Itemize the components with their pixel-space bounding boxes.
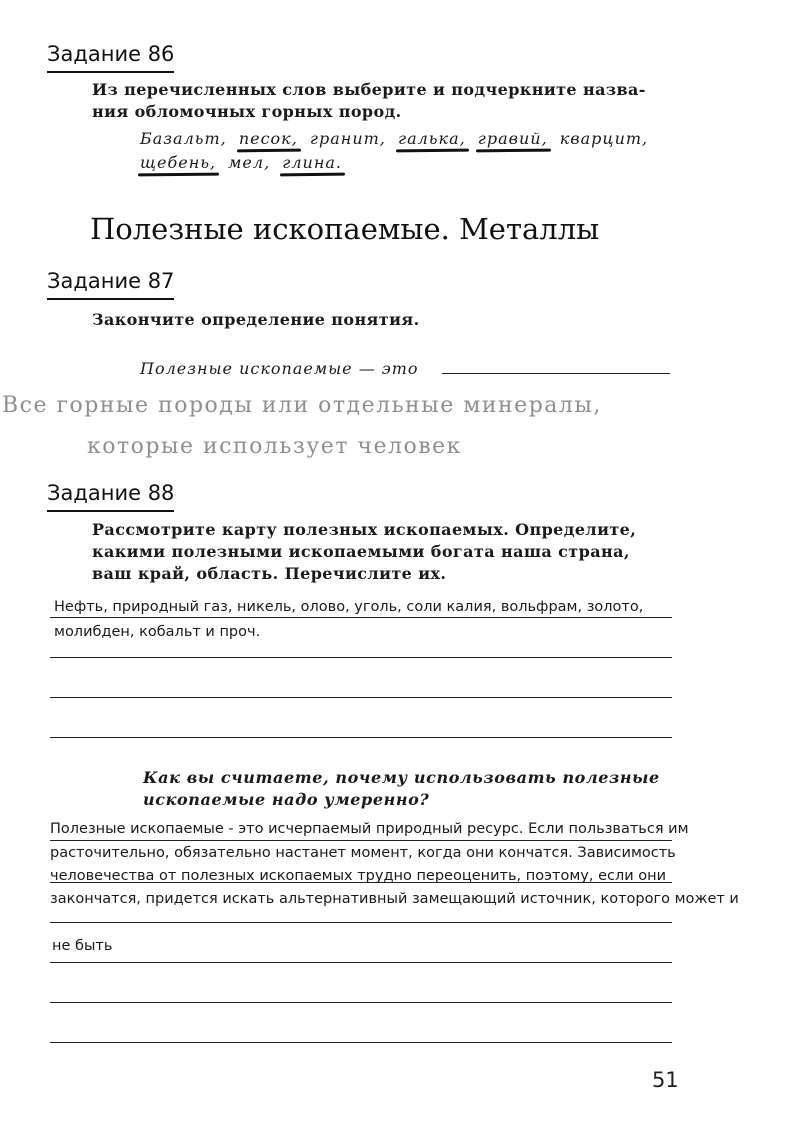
answer-rule	[50, 657, 672, 658]
answer-rule	[50, 840, 672, 841]
rock-word: гравий,	[477, 129, 548, 148]
rock-word: песок,	[238, 129, 298, 148]
answer-rule	[50, 1042, 672, 1043]
task-86-instruction-line-1: Из перечисленных слов выберите и подчеркните назва-	[92, 80, 646, 99]
definition-prompt: Полезные ископаемые — это	[140, 359, 419, 378]
task-88-instruction-line-1: Рассмотрите карту полезных ископаемых. Определите,	[92, 520, 637, 539]
rock-word: Базальт,	[140, 129, 227, 148]
rock-word: галька,	[397, 129, 466, 148]
page-number: 51	[652, 1068, 679, 1092]
question-line-1: Как вы считаете, почему использовать полезные	[143, 768, 660, 787]
task-86-heading: Задание 86	[47, 42, 174, 73]
task-86-instruction-line-2: ния обломочных горных пород.	[92, 102, 402, 121]
answer-rule	[50, 962, 672, 963]
task-88-instruction-line-2: какими полезными ископаемыми богата наша страна,	[92, 542, 630, 561]
answer-rule	[50, 697, 672, 698]
answer-rule	[50, 617, 672, 618]
answer-rule	[50, 922, 672, 923]
definition-answer-rule	[442, 373, 670, 374]
rock-words-line-1	[140, 129, 648, 148]
task-87-heading: Задание 87	[47, 269, 174, 300]
rock-word: гранит,	[309, 129, 386, 148]
question-answer-line-5: не быть	[52, 938, 113, 954]
question-answer-line-1: Полезные ископаемые - это исчерпаемый природный ресурс. Если пользваться им	[50, 821, 689, 837]
task-88-heading: Задание 88	[47, 481, 174, 512]
definition-answer-line-1: Все горные породы или отдельные минералы,	[2, 393, 602, 418]
question-answer-line-2: расточительно, обязательно настанет момент, когда они кончатся. Зависимость	[50, 845, 676, 861]
task-87-instruction: Закончите определение понятия.	[92, 310, 420, 329]
rock-word: глина.	[282, 153, 343, 172]
answer-rule	[50, 1002, 672, 1003]
question-answer-line-4: закончатся, придется искать альтернативный замещающий источник, которого может и	[50, 891, 739, 907]
question-line-2: ископаемые надо умеренно?	[143, 790, 430, 809]
rock-word: кварцит,	[559, 129, 649, 148]
minerals-answer-line-2: молибден, кобальт и проч.	[54, 624, 261, 640]
section-title: Полезные ископаемые. Металлы	[90, 212, 600, 246]
definition-answer-line-2: которые использует человек	[87, 434, 462, 459]
question-answer-line-3: человечества от полезных ископаемых трудно переоценить, поэтому, если они	[50, 868, 667, 884]
rock-words-line-2	[140, 153, 342, 172]
minerals-answer-line-1: Нефть, природный газ, никель, олово, уголь, соли калия, вольфрам, золото,	[54, 599, 644, 615]
answer-rule	[50, 737, 672, 738]
task-88-instruction-line-3: ваш край, область. Перечислите их.	[92, 564, 447, 583]
rock-word: щебень,	[140, 153, 217, 172]
rock-word: мел,	[228, 153, 271, 172]
